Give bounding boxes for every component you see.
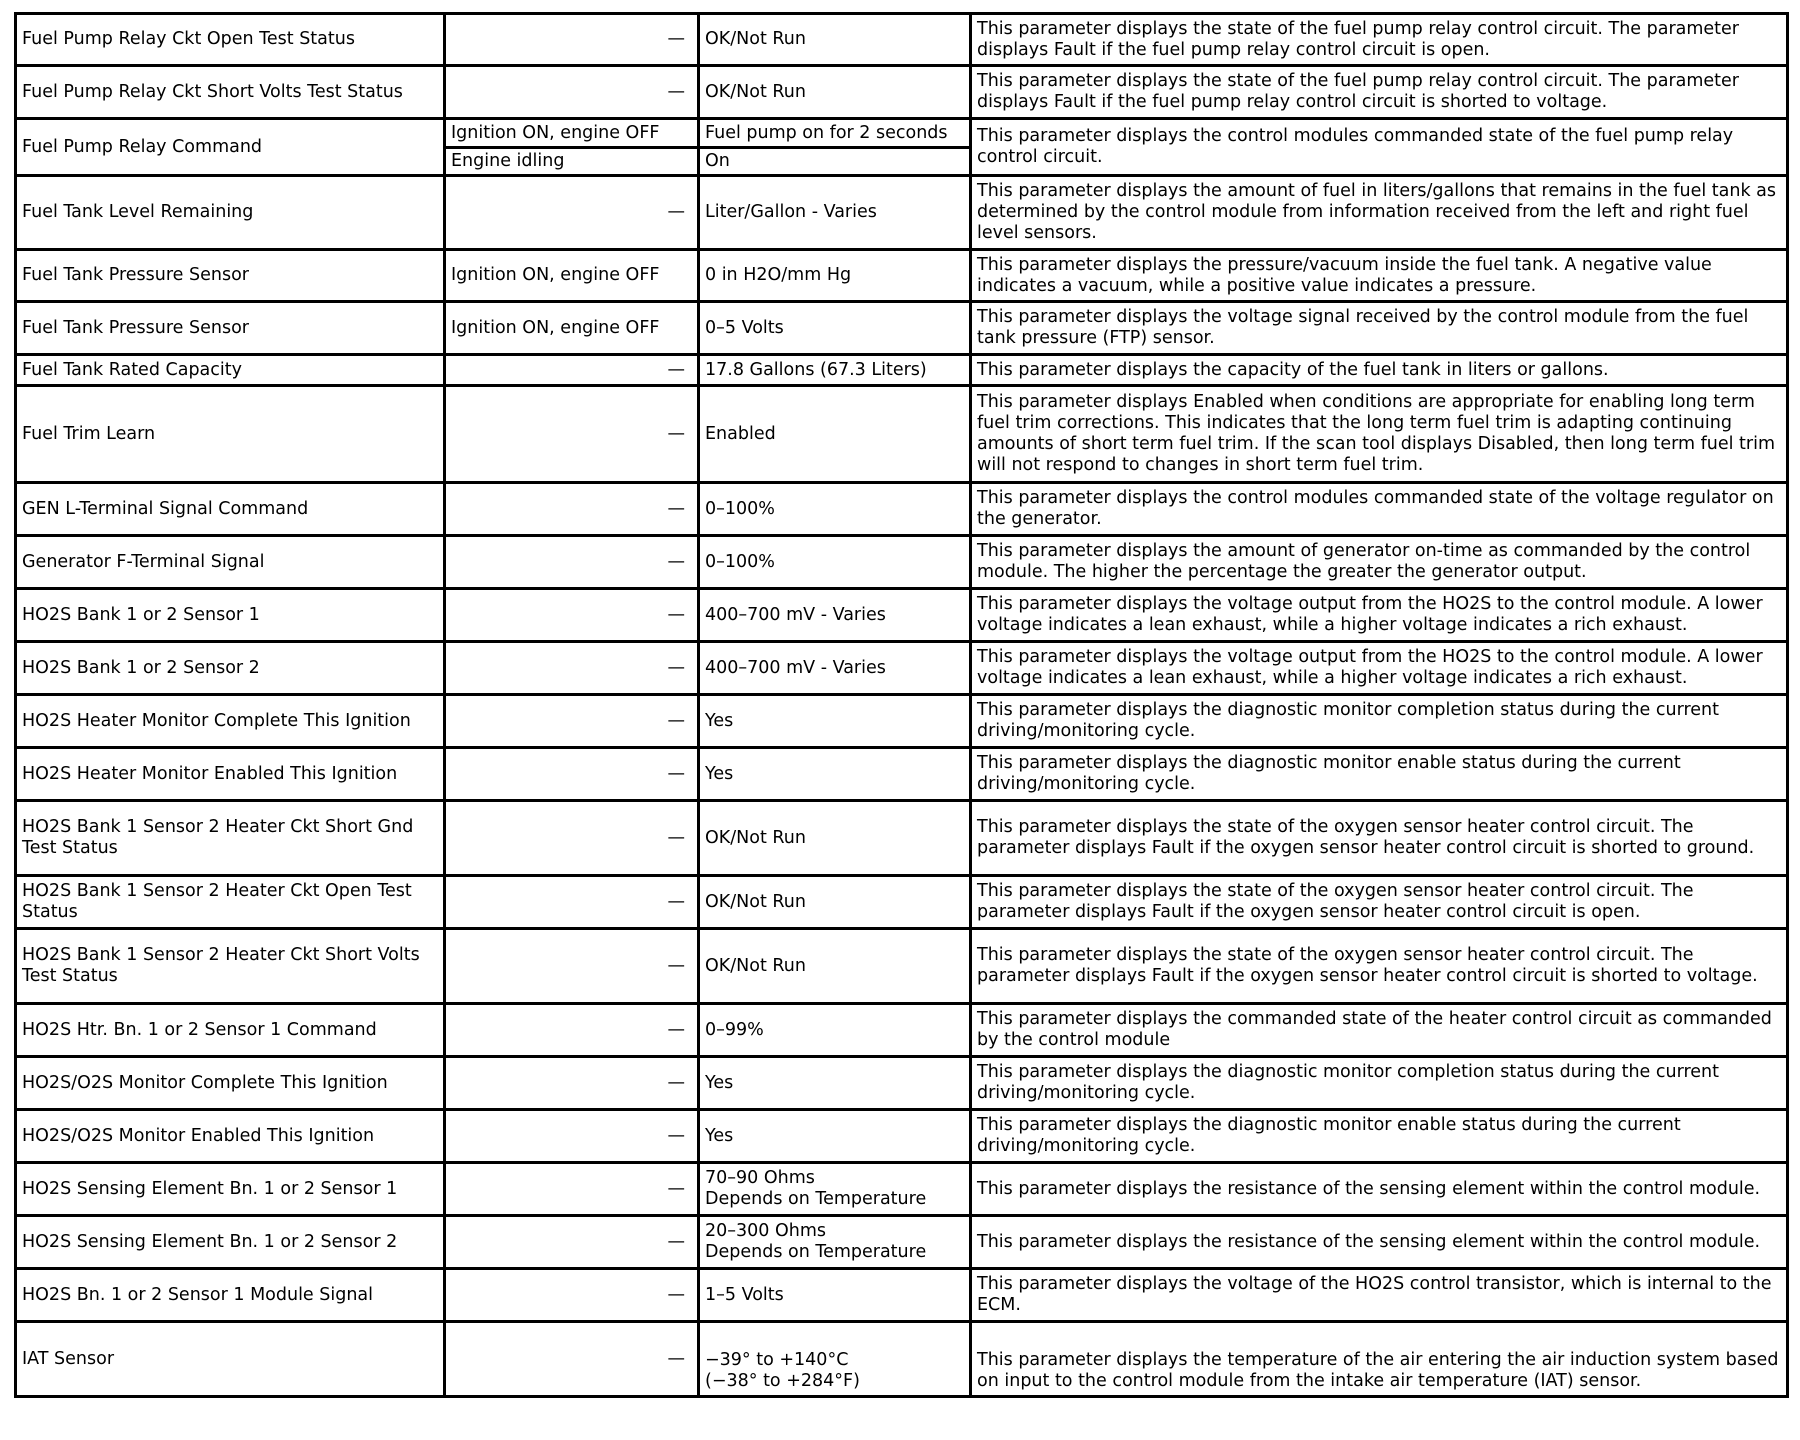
parameter-name: Fuel Trim Learn [16, 386, 445, 483]
parameter-name: HO2S Bank 1 or 2 Sensor 2 [16, 642, 445, 695]
parameter-name: HO2S Heater Monitor Complete This Ignition [16, 695, 445, 748]
condition: — [445, 536, 699, 589]
condition: — [445, 66, 699, 119]
condition: — [445, 483, 699, 536]
condition: — [445, 1057, 699, 1110]
condition: — [445, 929, 699, 1004]
normal-value: Yes [699, 1057, 971, 1110]
table-row [16, 1057, 1788, 1110]
table-row [16, 748, 1788, 801]
description: This parameter displays the resistance of the sensing element within the control module. [971, 1216, 1788, 1269]
table-row [16, 1322, 1788, 1397]
description: This parameter displays the amount of generator on-time as commanded by the control module. The higher the percentage the greater the generator output. [971, 536, 1788, 589]
condition: — [445, 1163, 699, 1216]
parameter-name: HO2S Bank 1 Sensor 2 Heater Ckt Open Test Status [16, 876, 445, 929]
condition: — [445, 1004, 699, 1057]
condition: — [445, 642, 699, 695]
parameter-name: HO2S Heater Monitor Enabled This Ignition [16, 748, 445, 801]
parameter-name: HO2S Sensing Element Bn. 1 or 2 Sensor 1 [16, 1163, 445, 1216]
table-row [16, 1163, 1788, 1216]
parameter-name: HO2S/O2S Monitor Enabled This Ignition [16, 1110, 445, 1163]
parameter-name: Fuel Tank Pressure Sensor [16, 302, 445, 355]
parameter-name: HO2S Bank 1 Sensor 2 Heater Ckt Short Volts Test Status [16, 929, 445, 1004]
condition: Ignition ON, engine OFF [445, 119, 699, 148]
normal-value: 70–90 Ohms Depends on Temperature [699, 1163, 971, 1216]
parameter-name: Fuel Tank Level Remaining [16, 176, 445, 250]
normal-value: Yes [699, 748, 971, 801]
condition: — [445, 355, 699, 386]
normal-value: On [699, 148, 971, 176]
condition: — [445, 589, 699, 642]
normal-value: Yes [699, 695, 971, 748]
table-row [16, 14, 1788, 66]
table-row [16, 176, 1788, 250]
parameter-name: HO2S Bank 1 Sensor 2 Heater Ckt Short Gnd Test Status [16, 801, 445, 876]
normal-value: 1–5 Volts [699, 1269, 971, 1322]
normal-value: 0–100% [699, 483, 971, 536]
description: This parameter displays the diagnostic monitor completion status during the current driving/monitoring cycle. [971, 1057, 1788, 1110]
parameter-name: HO2S/O2S Monitor Complete This Ignition [16, 1057, 445, 1110]
table-row [16, 483, 1788, 536]
normal-value: 0 in H2O/mm Hg [699, 250, 971, 302]
description: This parameter displays the state of the fuel pump relay control circuit. The parameter displays Fault if the fuel pump relay control circuit is open. [971, 14, 1788, 66]
condition: — [445, 176, 699, 250]
condition: — [445, 695, 699, 748]
condition: — [445, 14, 699, 66]
description: This parameter displays the voltage of the HO2S control transistor, which is internal to the ECM. [971, 1269, 1788, 1322]
description: This parameter displays the diagnostic monitor completion status during the current driving/monitoring cycle. [971, 695, 1788, 748]
parameter-name: HO2S Sensing Element Bn. 1 or 2 Sensor 2 [16, 1216, 445, 1269]
normal-value: OK/Not Run [699, 801, 971, 876]
table-row [16, 119, 1788, 148]
table-row [16, 1110, 1788, 1163]
table-row [16, 66, 1788, 119]
parameter-name: Fuel Pump Relay Ckt Open Test Status [16, 14, 445, 66]
condition: Ignition ON, engine OFF [445, 250, 699, 302]
description: This parameter displays the temperature of the air entering the air induction system based on input to the control module from the intake air temperature (IAT) sensor. [971, 1322, 1788, 1397]
condition: — [445, 1322, 699, 1397]
table-row [16, 355, 1788, 386]
normal-value: 0–100% [699, 536, 971, 589]
parameter-name: Fuel Tank Rated Capacity [16, 355, 445, 386]
description: This parameter displays the amount of fuel in liters/gallons that remains in the fuel tank as determined by the control module from information received from the left and right fuel level sensors. [971, 176, 1788, 250]
description: This parameter displays the control modules commanded state of the voltage regulator on the generator. [971, 483, 1788, 536]
normal-value: Liter/Gallon - Varies [699, 176, 971, 250]
normal-value: 0–99% [699, 1004, 971, 1057]
normal-value: −39° to +140°C (−38° to +284°F) [699, 1322, 971, 1397]
description: This parameter displays the state of the oxygen sensor heater control circuit. The parameter displays Fault if the oxygen sensor heater control circuit is shorted to voltage. [971, 929, 1788, 1004]
description: This parameter displays the commanded state of the heater control circuit as commanded by the control module [971, 1004, 1788, 1057]
normal-value: 0–5 Volts [699, 302, 971, 355]
normal-value: Enabled [699, 386, 971, 483]
normal-value: OK/Not Run [699, 876, 971, 929]
condition: — [445, 801, 699, 876]
normal-value: 400–700 mV - Varies [699, 642, 971, 695]
scan-tool-parameter-table [14, 12, 1789, 1398]
description: This parameter displays the voltage signal received by the control module from the fuel tank pressure (FTP) sensor. [971, 302, 1788, 355]
parameter-name: IAT Sensor [16, 1322, 445, 1397]
description: This parameter displays the diagnostic monitor enable status during the current driving/monitoring cycle. [971, 1110, 1788, 1163]
description: This parameter displays the state of the oxygen sensor heater control circuit. The parameter displays Fault if the oxygen sensor heater control circuit is open. [971, 876, 1788, 929]
normal-value: OK/Not Run [699, 66, 971, 119]
condition: — [445, 1110, 699, 1163]
normal-value: 20–300 Ohms Depends on Temperature [699, 1216, 971, 1269]
parameter-name: HO2S Bank 1 or 2 Sensor 1 [16, 589, 445, 642]
table-row [16, 1269, 1788, 1322]
parameter-name: GEN L-Terminal Signal Command [16, 483, 445, 536]
table-row [16, 386, 1788, 483]
description: This parameter displays the voltage output from the HO2S to the control module. A lower voltage indicates a lean exhaust, while a higher voltage indicates a rich exhaust. [971, 642, 1788, 695]
table-row [16, 1216, 1788, 1269]
condition: — [445, 748, 699, 801]
condition: — [445, 386, 699, 483]
normal-value: Fuel pump on for 2 seconds [699, 119, 971, 148]
condition: Engine idling [445, 148, 699, 176]
description: This parameter displays the state of the oxygen sensor heater control circuit. The parameter displays Fault if the oxygen sensor heater control circuit is shorted to ground. [971, 801, 1788, 876]
condition: Ignition ON, engine OFF [445, 302, 699, 355]
condition: — [445, 876, 699, 929]
table-row [16, 801, 1788, 876]
description: This parameter displays the diagnostic monitor enable status during the current driving/monitoring cycle. [971, 748, 1788, 801]
normal-value: Yes [699, 1110, 971, 1163]
parameter-table-page [14, 12, 1786, 1398]
parameter-name: Generator F-Terminal Signal [16, 536, 445, 589]
description: This parameter displays the state of the fuel pump relay control circuit. The parameter displays Fault if the fuel pump relay control circuit is shorted to voltage. [971, 66, 1788, 119]
description: This parameter displays the resistance of the sensing element within the control module. [971, 1163, 1788, 1216]
normal-value: OK/Not Run [699, 929, 971, 1004]
description: This parameter displays the capacity of the fuel tank in liters or gallons. [971, 355, 1788, 386]
description: This parameter displays the control modules commanded state of the fuel pump relay control circuit. [971, 119, 1788, 176]
normal-value: 17.8 Gallons (67.3 Liters) [699, 355, 971, 386]
parameter-name: Fuel Pump Relay Ckt Short Volts Test Status [16, 66, 445, 119]
table-row [16, 929, 1788, 1004]
table-row [16, 302, 1788, 355]
parameter-name: HO2S Htr. Bn. 1 or 2 Sensor 1 Command [16, 1004, 445, 1057]
description: This parameter displays the voltage output from the HO2S to the control module. A lower voltage indicates a lean exhaust, while a higher voltage indicates a rich exhaust. [971, 589, 1788, 642]
description: This parameter displays the pressure/vacuum inside the fuel tank. A negative value indicates a vacuum, while a positive value indicates a pressure. [971, 250, 1788, 302]
table-row [16, 642, 1788, 695]
table-row [16, 1004, 1788, 1057]
description: This parameter displays Enabled when conditions are appropriate for enabling long term fuel trim corrections. This indicates that the long term fuel trim is adapting continuing amounts of short term fuel trim. If the scan tool displays Disabled, then long term fuel trim will not respond to changes in short term fuel trim. [971, 386, 1788, 483]
normal-value: OK/Not Run [699, 14, 971, 66]
condition: — [445, 1269, 699, 1322]
table-row [16, 876, 1788, 929]
table-row [16, 536, 1788, 589]
table-row [16, 695, 1788, 748]
parameter-name: HO2S Bn. 1 or 2 Sensor 1 Module Signal [16, 1269, 445, 1322]
parameter-name: Fuel Tank Pressure Sensor [16, 250, 445, 302]
normal-value: 400–700 mV - Varies [699, 589, 971, 642]
table-row [16, 250, 1788, 302]
table-row [16, 589, 1788, 642]
parameter-name: Fuel Pump Relay Command [16, 119, 445, 176]
condition: — [445, 1216, 699, 1269]
